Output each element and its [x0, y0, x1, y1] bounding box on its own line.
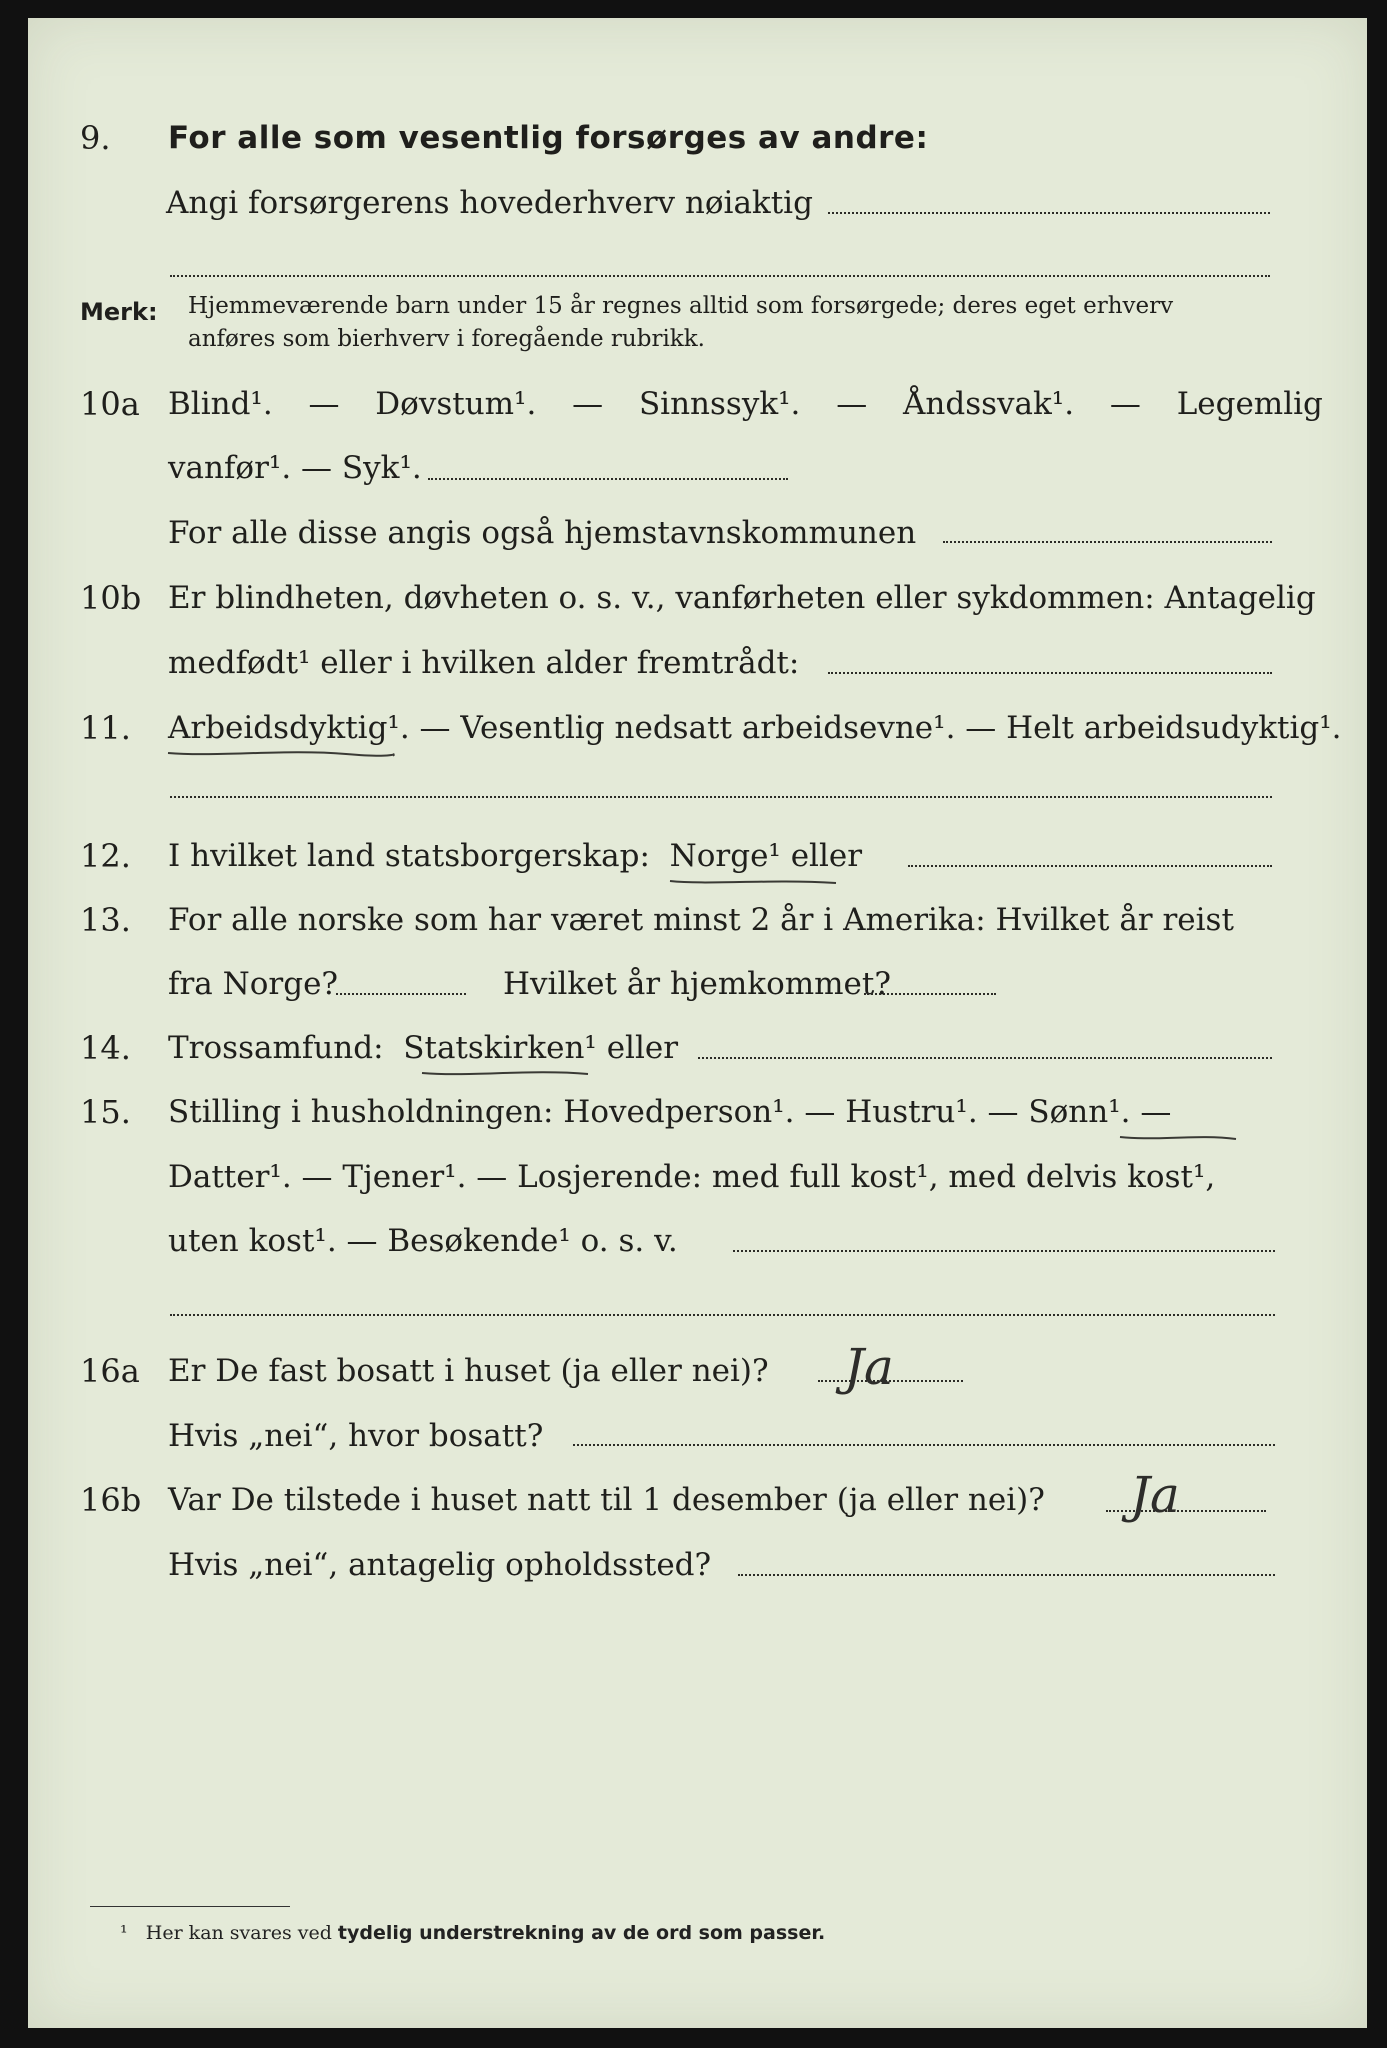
q16a-line1: Er De fast bosatt i huset (ja eller nei)?	[168, 1353, 769, 1389]
q12-text: I hvilket land statsborgerskap: Norge¹ eller	[168, 838, 863, 874]
q15-number: 15.	[80, 1093, 131, 1131]
q11-number: 11.	[80, 709, 131, 747]
q10a-option: —	[308, 386, 340, 422]
q16b-number: 16b	[80, 1481, 142, 1519]
q16b-answer: Ja	[1130, 1466, 1180, 1524]
q16a-number: 16a	[80, 1352, 140, 1390]
q10a-syk-line[interactable]	[428, 478, 788, 480]
q9-answer-line[interactable]	[828, 212, 1270, 214]
q16a-bosatt-line[interactable]	[573, 1444, 1275, 1446]
q10b-alder-line[interactable]	[828, 672, 1272, 674]
q10b-line2: medfødt¹ eller i hvilken alder fremtrådt:	[168, 645, 800, 681]
q11-handwritten-underline	[166, 745, 396, 759]
q10a-option: Blind¹.	[168, 386, 273, 422]
q9-heading: For alle som vesentlig forsørges av andre:	[168, 120, 929, 156]
q13-line2b: Hvilket år hjemkommet?	[503, 966, 891, 1002]
q9-number: 9.	[80, 119, 111, 157]
q16a-line2: Hvis „nei“, hvor bosatt?	[168, 1418, 544, 1454]
merk-line1: Hjemmeværende barn under 15 år regnes alltid som forsørgede; deres eget erhverv	[188, 293, 1174, 319]
census-form-page	[28, 18, 1367, 2028]
q10a-option: Døvstum¹.	[375, 386, 537, 422]
q13-hjemkommet-line[interactable]	[864, 993, 996, 995]
q10b-number: 10b	[80, 579, 142, 617]
footnote-rule	[90, 1906, 290, 1907]
q10b-line1: Er blindheten, døvheten o. s. v., vanførheten eller sykdommen: Antagelig	[168, 580, 1316, 616]
q10a-option: —	[836, 386, 868, 422]
q13-line2a: fra Norge?	[168, 966, 339, 1002]
q10a-option: Legemlig	[1176, 386, 1323, 422]
q10a-option: —	[1109, 386, 1141, 422]
q14-text: Trossamfund: Statskirken¹ eller	[168, 1030, 679, 1066]
q14-other-line[interactable]	[698, 1057, 1272, 1059]
q16b-opholdssted-line[interactable]	[738, 1574, 1275, 1576]
footnote-pre: Her kan svares ved	[145, 1922, 332, 1944]
merk-label: Merk:	[80, 298, 158, 326]
q15-line2: Datter¹. — Tjener¹. — Losjerende: med full kost¹, med delvis kost¹,	[168, 1159, 1216, 1195]
q13-reist-line[interactable]	[336, 993, 466, 995]
q11-answer-line[interactable]	[170, 796, 1272, 798]
footnote-mark: ¹	[120, 1922, 128, 1944]
q15-line3: uten kost¹. — Besøkende¹ o. s. v.	[168, 1223, 678, 1259]
q10a-line2: vanfør¹. — Syk¹.	[168, 450, 422, 486]
footnote	[120, 1922, 825, 1944]
q10a-option: Åndssvak¹.	[903, 386, 1075, 422]
q12-number: 12.	[80, 837, 131, 875]
q13-number: 13.	[80, 901, 131, 939]
q15-answer-line[interactable]	[733, 1250, 1275, 1252]
q13-line1: For alle norske som har været minst 2 år i Amerika: Hvilket år reist	[168, 902, 1234, 938]
q16a-answer: Ja	[844, 1338, 894, 1396]
q10a-option: —	[572, 386, 604, 422]
q10a-number: 10a	[80, 385, 140, 423]
q14-number: 14.	[80, 1029, 131, 1067]
q10a-options	[168, 384, 1323, 424]
q15-answer-line-2[interactable]	[170, 1314, 1275, 1316]
q15-line1: Stilling i husholdningen: Hovedperson¹. — Hustru¹. — Sønn¹. —	[168, 1094, 1172, 1130]
q10a-option: Sinnssyk¹.	[638, 386, 801, 422]
q12-other-line[interactable]	[908, 865, 1272, 867]
q9-answer-line-2[interactable]	[170, 275, 1270, 277]
q14-handwritten-underline	[420, 1066, 590, 1080]
q12-handwritten-underline	[668, 875, 838, 889]
footnote-bold: tydelig understrekning av de ord som passer.	[337, 1922, 826, 1944]
q11-text: Arbeidsdyktig¹. — Vesentlig nedsatt arbeidsevne¹. — Helt arbeidsudyktig¹.	[168, 710, 1342, 746]
q9-line2: Angi forsørgerens hovederhverv nøiaktig	[166, 185, 813, 221]
q16b-line2: Hvis „nei“, antagelig opholdssted?	[168, 1547, 712, 1583]
q10a-line3: For alle disse angis også hjemstavnskommunen	[168, 515, 917, 551]
q16b-line1: Var De tilstede i huset natt til 1 desember (ja eller nei)?	[168, 1482, 1045, 1518]
q10a-kommune-line[interactable]	[943, 541, 1272, 543]
merk-line2: anføres som bierhverv i foregående rubrikk.	[188, 326, 705, 352]
q15-handwritten-underline	[1118, 1131, 1238, 1145]
